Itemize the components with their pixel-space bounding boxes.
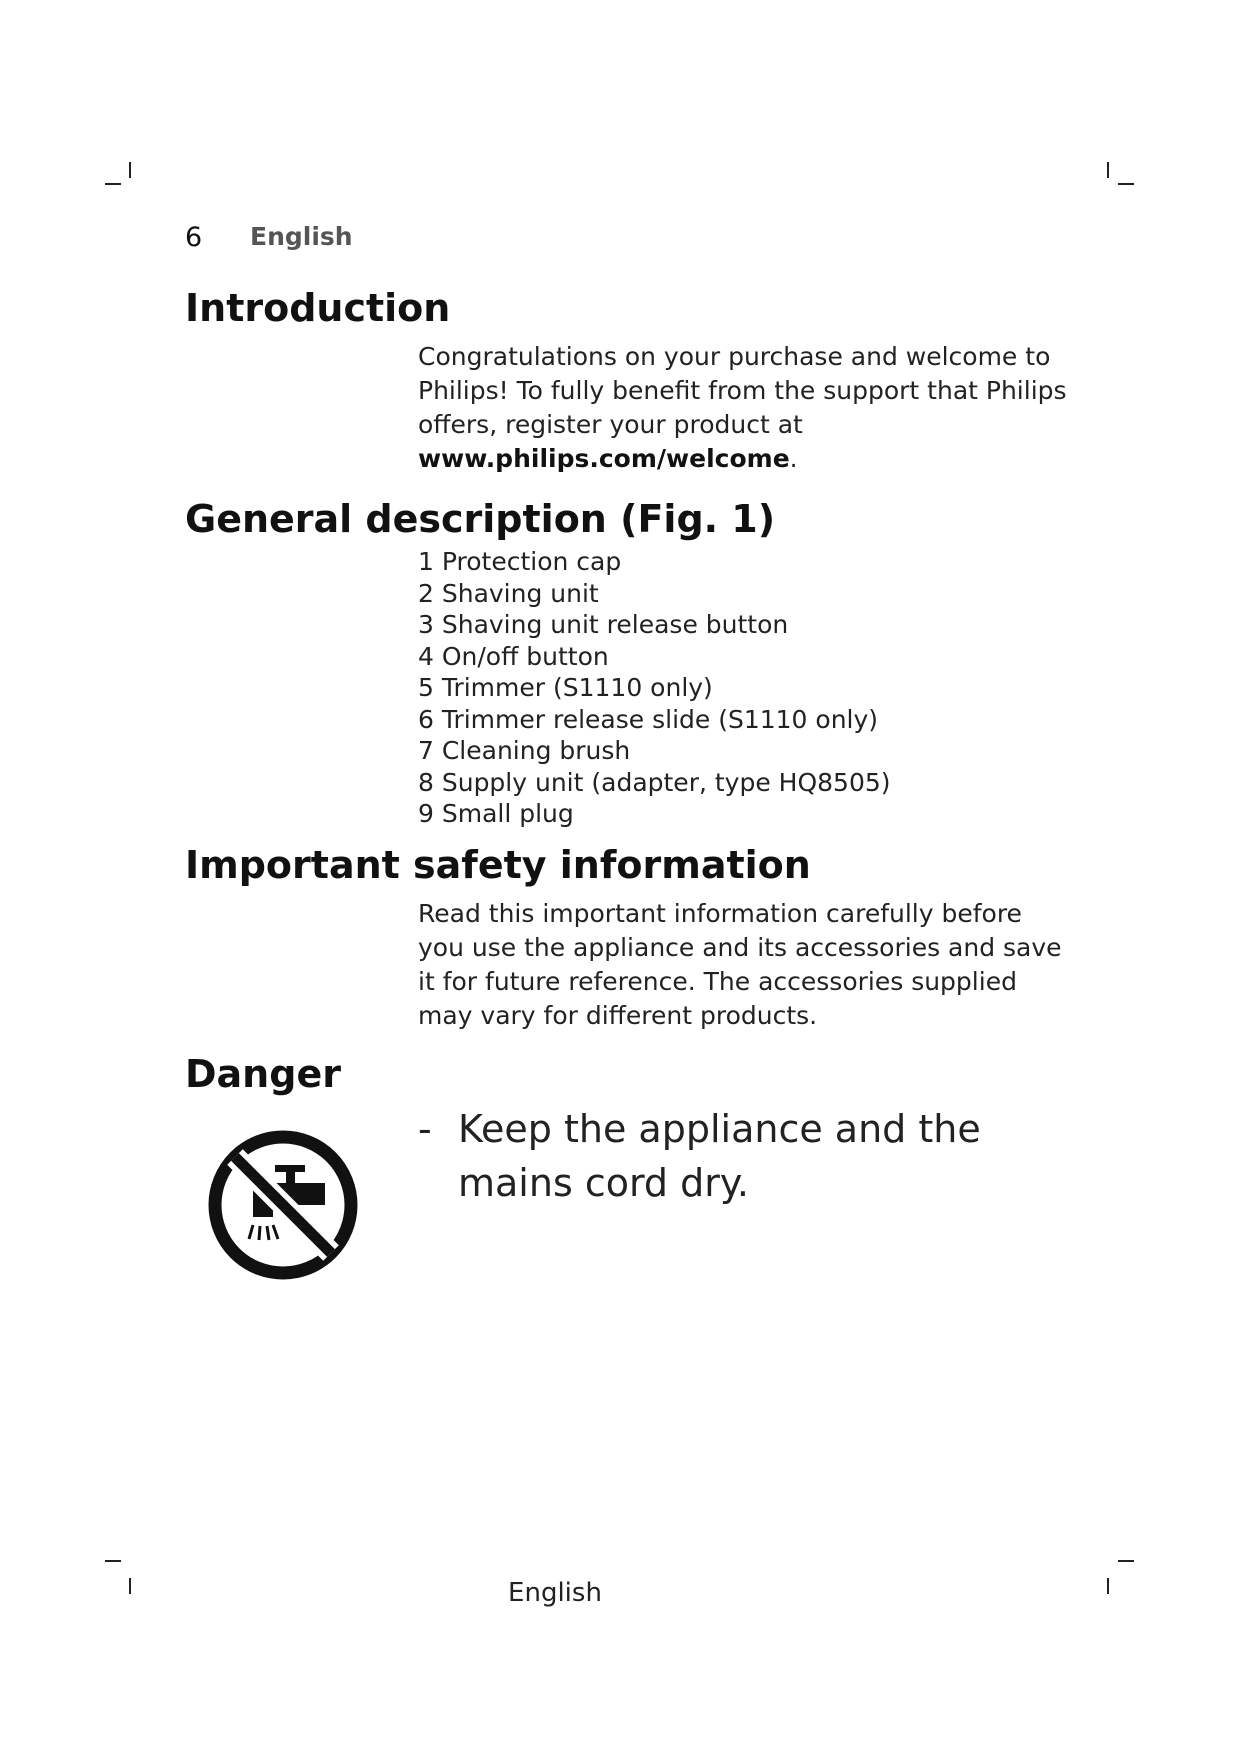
introduction-text [418, 340, 1068, 476]
footer-language: English [508, 1578, 602, 1608]
list-item: 7 Cleaning brush [418, 736, 631, 765]
list-item: 9 Small plug [418, 799, 574, 828]
welcome-link[interactable]: www.philips.com/welcome [418, 444, 790, 473]
page-number: 6 [185, 222, 203, 253]
parts-list [418, 546, 891, 830]
danger-bullet-text: Keep the appliance and the mains cord dry. [458, 1107, 981, 1205]
list-item: 6 Trimmer release slide (S1110 only) [418, 704, 879, 734]
crop-mark [105, 1560, 121, 1562]
running-head-language: English [250, 222, 353, 251]
safety-heading: Important safety information [185, 843, 811, 887]
list-item: 2 Shaving unit [418, 578, 599, 608]
list-item: 4 On/off button [418, 641, 609, 671]
danger-heading: Danger [185, 1052, 341, 1096]
introduction-text-body: Congratulations on your purchase and welcome to Philips! To fully benefit from the support that Philips offers, register your product at [418, 342, 1067, 439]
list-item: 3 Shaving unit release button [418, 610, 789, 639]
introduction-heading: Introduction [185, 286, 451, 330]
bullet-marker: - [418, 1107, 432, 1151]
list-item: 8 Supply unit (adapter, type HQ8505) [418, 767, 891, 797]
crop-mark [1118, 1560, 1134, 1562]
crop-mark [1107, 162, 1109, 178]
crop-mark [105, 183, 121, 185]
no-water-tap-icon [203, 1125, 363, 1285]
list-item: 1 Protection cap [418, 547, 622, 576]
crop-mark [129, 162, 131, 178]
safety-text: Read this important information carefully before you use the appliance and its accessories and save it for future reference. The accessories supplied may vary for different products. [418, 899, 1062, 1030]
list-item: 5 Trimmer (S1110 only) [418, 673, 713, 702]
introduction-text-end: . [789, 444, 798, 473]
general-description-heading: General description (Fig. 1) [185, 497, 776, 541]
crop-mark [1118, 183, 1134, 185]
